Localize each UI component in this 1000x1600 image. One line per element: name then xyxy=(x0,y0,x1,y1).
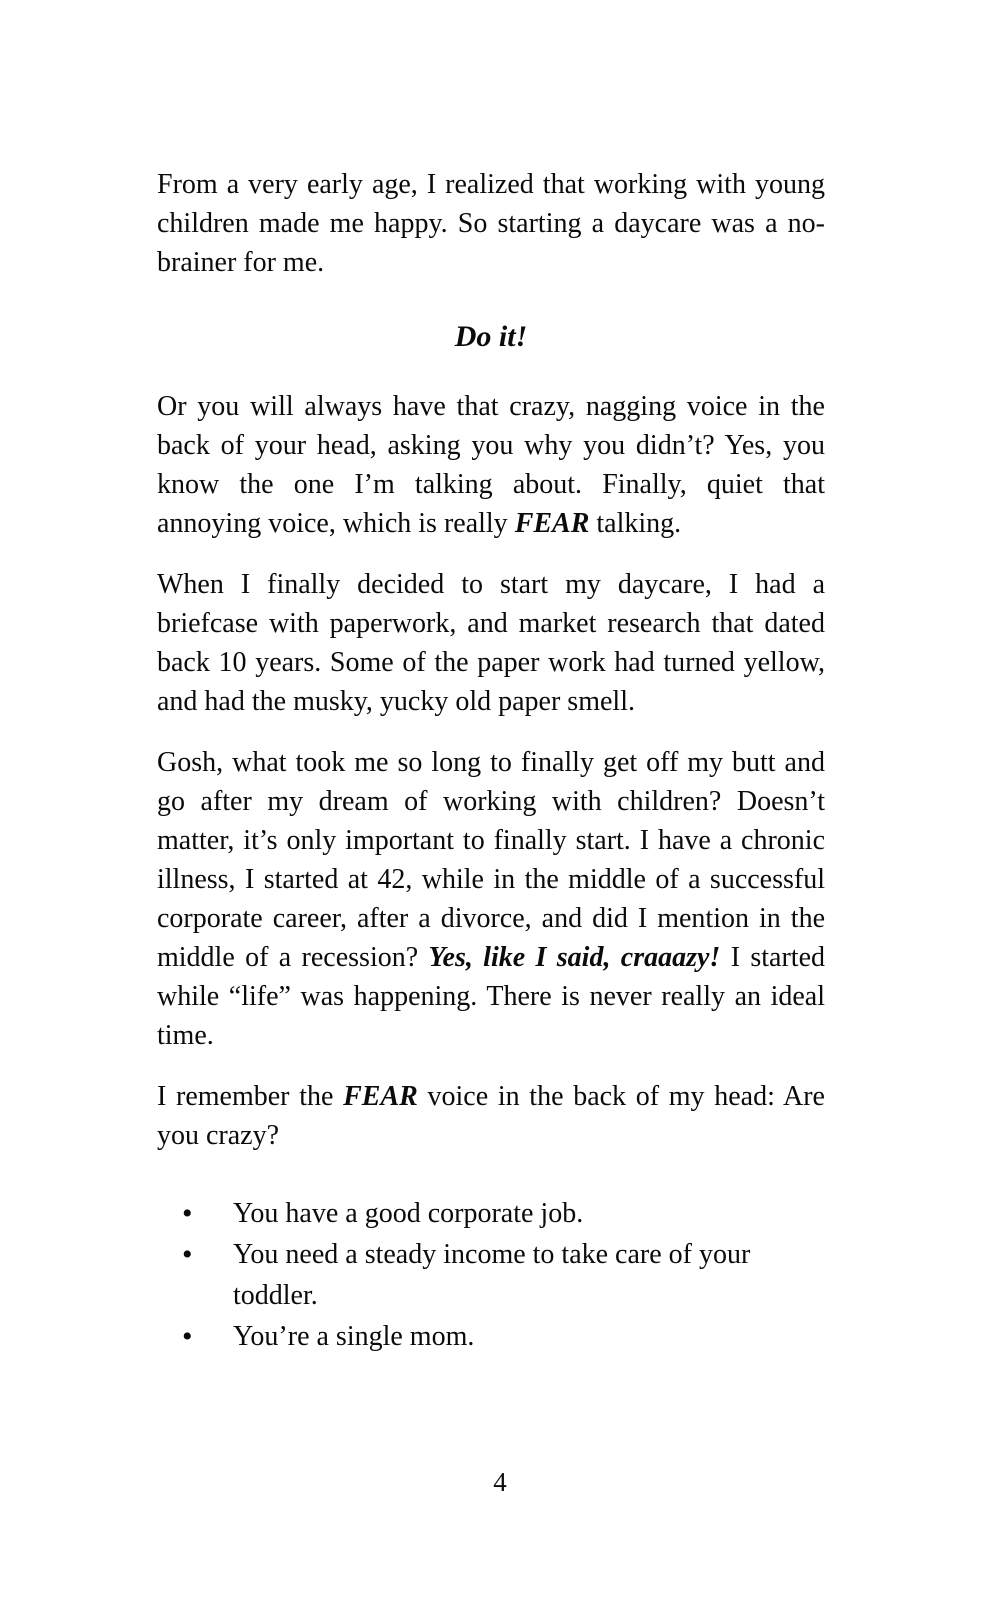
body-text: You have a good corporate job. xyxy=(233,1198,584,1229)
emphasized-text: FEAR xyxy=(343,1081,418,1112)
body-text: talking. xyxy=(589,508,682,539)
bullet-list xyxy=(157,1193,825,1357)
body-text: You’re a single mom. xyxy=(233,1321,475,1352)
body-text: I started while “life” was happening. There is never really an ideal time. xyxy=(157,942,825,1051)
body-text: Or you will always have that crazy, nagging voice in the back of your head, asking you why you didn’t? Yes, you know the one I’m talking about. Finally, quiet that annoying voice, which is really xyxy=(157,391,825,539)
list-item-corporate-job xyxy=(157,1193,825,1234)
body-text: From a very early age, I realized that working with young children made me happy. So starting a daycare was a no-brainer for me. xyxy=(157,169,825,278)
body-text: When I finally decided to start my daycare, I had a briefcase with paperwork, and market research that dated back 10 years. Some of the paper work had turned yellow, and had the musky, yucky old paper smell. xyxy=(157,569,825,717)
page-content xyxy=(157,0,825,1357)
paragraph-fear-voice xyxy=(157,1077,825,1155)
emphasized-text: FEAR xyxy=(514,508,590,539)
paragraph-no-ideal-time xyxy=(157,743,825,1055)
body-text: voice in the back of my head: Are you crazy? xyxy=(157,1081,825,1151)
paragraph-nagging-voice xyxy=(157,387,825,543)
body-text: I remember the xyxy=(157,1081,344,1112)
paragraph-briefcase xyxy=(157,565,825,721)
list-item-steady-income xyxy=(157,1234,825,1316)
body-text: Gosh, what took me so long to finally get off my butt and go after my dream of working with children? Doesn’t matter, it’s only important to finally start. I have a chronic illness, I started at 42, while in the middle of a successful corporate career, after a divorce, and did I mention in the middle of a recession? xyxy=(157,747,825,973)
paragraph-intro xyxy=(157,165,825,282)
page-number: 4 xyxy=(493,1467,507,1497)
emphasized-text: Yes, like I said, craaazy! xyxy=(428,942,721,973)
list-item-single-mom xyxy=(157,1316,825,1357)
section-heading: Do it! xyxy=(454,320,528,353)
body-text: You need a steady income to take care of your toddler. xyxy=(233,1239,751,1311)
